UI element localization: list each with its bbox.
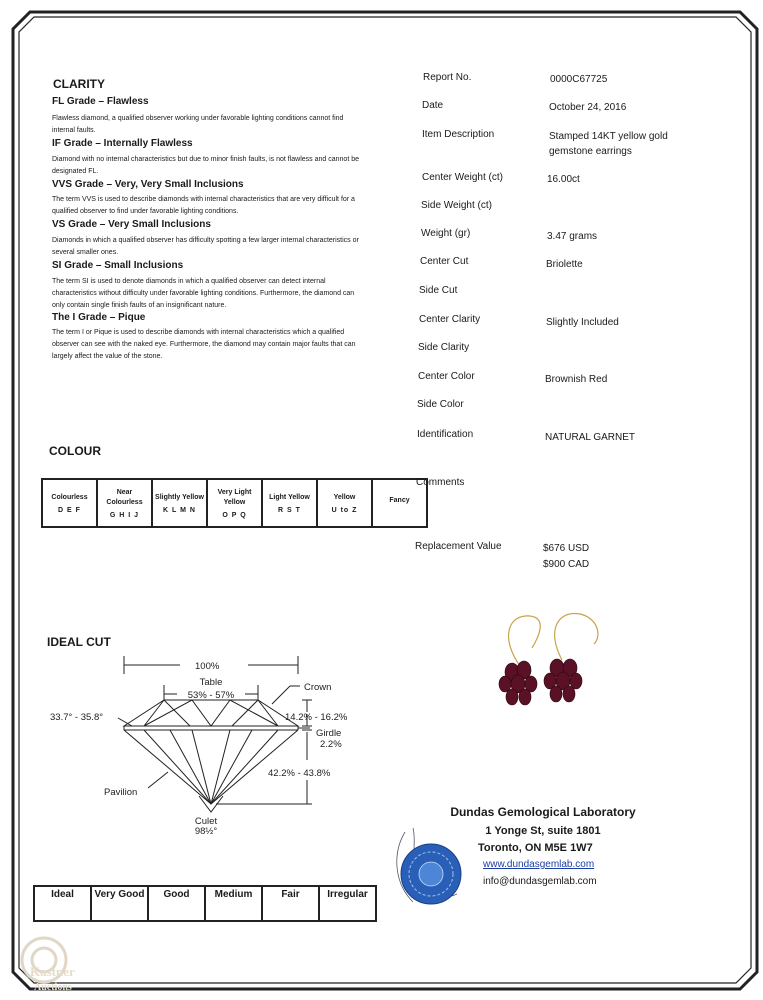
colour-code: R S T [278, 506, 301, 514]
replacement-usd: $676 USD [543, 543, 590, 554]
grade-heading: VS Grade – Very Small Inclusions [52, 219, 211, 230]
colour-code: G H I J [109, 511, 140, 519]
colour-cell [152, 479, 207, 527]
colour-title: COLOUR [49, 444, 101, 458]
width-label: 100% [195, 661, 220, 672]
lab-address-line2: Toronto, ON M5E 1W7 [478, 842, 593, 854]
grade-text: The term SI is used to denote diamonds in which a qualified observer can detect internal characteristics without difficulty under favorable lighting conditions. Furthermore, the diamond can only contain single finish faults of an insignificant nature. [52, 278, 355, 309]
report-label: Center Cut [420, 256, 469, 267]
report-value: Brownish Red [545, 374, 608, 385]
grade-text: The term VVS is used to describe diamonds with internal characteristics that are very difficult for a qualified observer to find under favorable lighting conditions. [52, 196, 355, 215]
pavilion-depth-label: 42.2% - 43.8% [268, 768, 331, 779]
watermark-text: Auctions [34, 982, 72, 993]
clarity-title: CLARITY [53, 77, 105, 91]
girdle-value-label: 2.2% [320, 739, 342, 750]
cut-grade-cell: Irregular [319, 886, 376, 921]
colour-label: Light Yellow [269, 493, 310, 501]
cut-grade-cell: Ideal [34, 886, 91, 921]
crown-angle-label: 33.7° - 35.8° [50, 712, 104, 723]
colour-cell [262, 479, 317, 527]
colour-label: Very Light Yellow [217, 488, 252, 506]
grade-heading: VVS Grade – Very, Very Small Inclusions [52, 179, 244, 190]
colour-label: Fancy [389, 497, 410, 504]
report-label: Side Clarity [418, 342, 470, 353]
replacement-label: Replacement Value [415, 541, 502, 552]
cut-grade-cell: Medium [205, 886, 262, 921]
report-label: Center Clarity [419, 314, 481, 325]
report-label: Comments [416, 477, 465, 488]
girdle-label: Girdle [316, 728, 342, 739]
report-value: 0000C67725 [550, 74, 608, 85]
report-value: Slightly Included [546, 317, 619, 328]
grade-heading: The I Grade – Pique [52, 312, 146, 323]
report-label: Side Weight (ct) [421, 200, 492, 211]
colour-label: Yellow [333, 493, 356, 501]
lab-email: info@dundasgemlab.com [483, 876, 597, 887]
culet-label: Culet [194, 816, 218, 827]
report-label: Identification [417, 429, 474, 440]
grade-text: The term I or Pique is used to describe diamonds with internal characteristics which a qualified observer can see with the naked eye. Furthermore, the diamond may contain major faults that can largely affect the value of the stone. [52, 329, 356, 360]
report-value: 3.47 grams [547, 231, 598, 242]
report-label: Side Color [417, 399, 464, 410]
grade-text: Diamonds in which a qualified observer has difficulty spotting a few larger internal characteristics or several smaller ones. [52, 237, 359, 256]
report-value: Stamped 14KT yellow gold gemstone earrings [549, 131, 668, 157]
crown-height-label: 14.2% - 16.2% [285, 712, 348, 723]
colour-label: Near Colourless [106, 488, 143, 506]
report-label: Date [422, 100, 444, 111]
garnet-earrings-photo [490, 608, 610, 718]
crown-label: Crown [304, 682, 332, 693]
grade-heading: SI Grade – Small Inclusions [52, 260, 184, 271]
report-label: Item Description [422, 129, 495, 140]
diamond-cut-diagram [40, 652, 370, 837]
report-value: 16.00ct [547, 174, 580, 185]
lab-address-line1: 1 Yonge St, suite 1801 [485, 825, 601, 837]
grade-heading: IF Grade – Internally Flawless [52, 138, 193, 149]
ideal-cut-title: IDEAL CUT [47, 635, 111, 649]
colour-code: K L M N [163, 506, 196, 514]
colour-cell [317, 479, 372, 527]
colour-cell [42, 479, 97, 527]
colour-label: Colourless [51, 493, 88, 501]
table-range-label: 53% - 57% [187, 690, 235, 701]
auction-watermark-logo [10, 928, 100, 996]
lab-website-link[interactable]: www.dundasgemlab.com [483, 859, 595, 870]
watermark-text: Kastner [30, 964, 75, 979]
report-label: Side Cut [419, 285, 458, 296]
grade-heading: FL Grade – Flawless [52, 96, 149, 107]
replacement-cad: $900 CAD [543, 559, 590, 570]
cut-grade-cell: Good [148, 886, 205, 921]
colour-code: O P Q [222, 511, 247, 519]
report-value: October 24, 2016 [549, 102, 627, 113]
lab-name: Dundas Gemological Laboratory [450, 805, 636, 819]
cut-grade-table [33, 885, 377, 922]
colour-cell [97, 479, 152, 527]
hologram-seal-icon [383, 822, 473, 912]
colour-code: U to Z [331, 506, 358, 514]
table-label: Table [199, 677, 223, 688]
report-value: NATURAL GARNET [545, 432, 636, 443]
colour-code: D E F [58, 506, 81, 514]
grade-text: Diamond with no internal characteristics but due to minor finish faults, is not flawless and cannot be designated FL. [52, 156, 359, 175]
colour-scale-table [41, 478, 428, 528]
report-label: Report No. [423, 72, 472, 83]
culet-value-label: 98½° [194, 826, 218, 837]
colour-cell [207, 479, 262, 527]
report-label: Weight (gr) [421, 228, 471, 239]
report-label: Center Color [418, 371, 475, 382]
report-label: Center Weight (ct) [422, 172, 503, 183]
report-value: Briolette [546, 259, 583, 270]
grade-text: Flawless diamond, a qualified observer working under favorable lighting conditions cannot find internal faults. [52, 115, 344, 134]
cut-grade-cell: Very Good [91, 886, 148, 921]
cut-grade-cell: Fair [262, 886, 319, 921]
pavilion-label: Pavilion [104, 787, 138, 798]
colour-label: Slightly Yellow [155, 493, 204, 501]
